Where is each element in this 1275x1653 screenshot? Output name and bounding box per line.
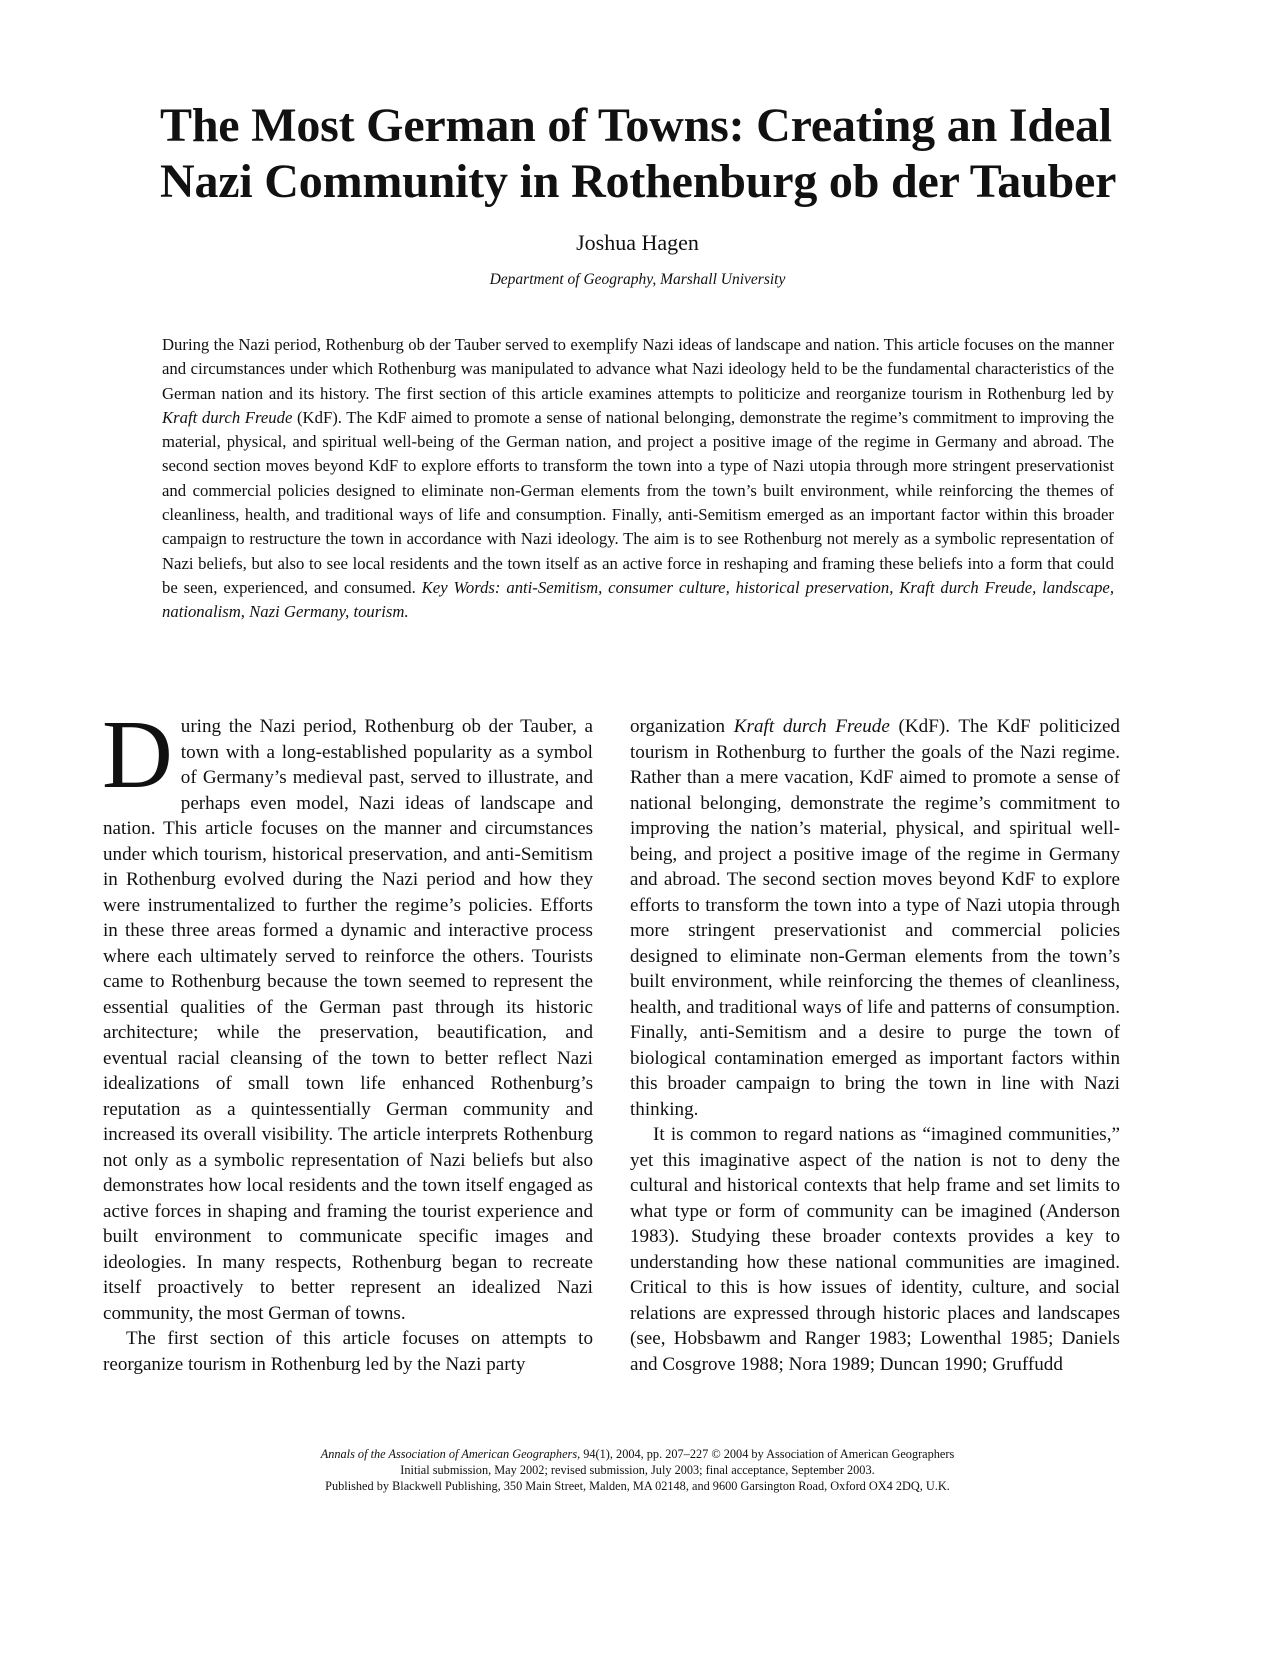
author-name: Joshua Hagen [576,230,699,255]
body-column-right [630,714,1120,1377]
body-paragraph-2-cont-2: (KdF). The KdF politicized tourism in Rothenburg to further the goals of the Nazi regime. Rather than a mere vacation, KdF aimed to promote a sense of national belonging, demonstrate the regime’s commitment to improving the nation’s material, physical, and spiritual well-being, and project a positive image of the regime in Germany and abroad. The second section moves beyond KdF to explore efforts to transform the town into a type of Nazi utopia through more stringent preservationist and commercial policies designed to eliminate non-German elements from the town’s built environment, while reinforcing the themes of cleanliness, health, and traditional ways of life and patterns of consumption. Finally, anti-Semitism and a desire to purge the town of biological contamination emerged as important factors within this broader campaign to bring the town in line with Nazi thinking. [630,716,1120,1120]
body-paragraph-2-cont-1: organization [630,716,734,737]
footer-submission: Initial submission, May 2002; revised submission, July 2003; final acceptance, September 2003. [400,1463,875,1477]
footer-citation: 94(1), 2004, pp. 207–227 © 2004 by Association of American Geographers [580,1447,955,1461]
author-affiliation: Department of Geography, Marshall University [489,271,786,288]
body-italic-kdf: Kraft durch Freude [733,716,890,737]
abstract-keywords: Key Words: anti-Semitism, consumer culture, historical preservation, Kraft durch Freude, landscape, nationalism, Nazi Germany, tourism. [162,577,1115,622]
body-paragraph-2-start: The first section of this article focuses on attempts to reorganize tourism in Rothenburg led by the Nazi party [103,1328,593,1375]
body-paragraph-1-text: uring the Nazi period, Rothenburg ob der Tauber, a town with a long-established popularity as a symbol of Germany’s medieval past, served to illustrate, and perhaps even model, Nazi ideas of landscape and nation. This article focuses on the manner and circumstances under which tourism, historical preservation, and anti-Semitism in Rothenburg evolved during the Nazi period and how they were instrumentalized to further the regime’s policies. Efforts in these three areas formed a dynamic and interactive process where each ultimately served to reinforce the others. Tourists came to Rothenburg because the town seemed to represent the essential qualities of the German past through its historic architecture; while the preservation, beautification, and eventual racial cleansing of the town to better reflect Nazi idealizations of small town life enhanced Rothenburg’s reputation as a quintessentially German community and increased its overall visibility. The article interprets Rothenburg not only as a symbolic representation of Nazi beliefs but also demonstrates how local residents and the town itself engaged as active forces in shaping and framing the tourist experience and built environment to communicate specific images and ideologies. In many respects, Rothenburg began to recreate itself proactively to better represent an idealized Nazi community, the most German of towns. [103,716,593,1324]
footer-publisher: Published by Blackwell Publishing, 350 Main Street, Malden, MA 02148, and 9600 Garsington Road, Oxford OX4 2DQ, U.K. [325,1479,950,1493]
footer-journal: Annals of the Association of American Geographers, [320,1447,581,1461]
body-paragraph-1 [102,701,593,1326]
footer-citation-line [0,1446,1275,1462]
body-paragraph-3: It is common to regard nations as “imagined communities,” yet this imaginative aspect of the nation is not to deny the cultural and historical contexts that help frame and set limits to what type or form of community can be imagined (Anderson 1983). Studying these broader contexts provides a key to understanding how these national communities are imagined. Critical to this is how issues of identity, culture, and social relations are expressed through historic places and landscapes (see, Hobsbawm and Ranger 1983; Lowenthal 1985; Daniels and Cosgrove 1988; Nora 1989; Duncan 1990; Gruffudd [630,1124,1120,1375]
page-footer [0,1446,1275,1494]
abstract-text-1: During the Nazi period, Rothenburg ob der Tauber served to exemplify Nazi ideas of landscape and nation. This article focuses on the manner and circumstances under which Rothenburg was manipulated to advance what Nazi ideology held to be the fundamental characteristics of the German nation and its history. The first section of this article examines attempts to politicize and reorganize tourism in Rothenburg led by [162,335,1114,403]
body-column-left [102,701,593,1377]
article-title: The Most German of Towns: Creating an Ideal Nazi Community in Rothenburg ob der Tauber [160,99,1117,208]
abstract-text-2: (KdF). The KdF aimed to promote a sense of national belonging, demonstrate the regime’s commitment to improving the material, physical, and spiritual well-being of the German nation, and project a positive image of the regime in Germany and abroad. The second section moves beyond KdF to explore efforts to transform the town into a type of Nazi utopia through more stringent preservationist and commercial policies designed to eliminate non-German elements from the town’s built environment, while reinforcing the themes of cleanliness, health, and traditional ways of life and consumption. Finally, anti-Semitism emerged as an important factor within this broader campaign to restructure the town in accordance with Nazi ideology. The aim is to see Rothenburg not merely as a symbolic representation of Nazi beliefs, but also to see local residents and the town itself as an active force in reshaping and framing these beliefs into a form that could be seen, experienced, and consumed. [162,407,1114,597]
abstract [162,333,1114,625]
body-paragraph-2-continued [630,714,1120,1122]
drop-cap: D [102,701,173,809]
abstract-italic-kdf: Kraft durch Freude [162,407,293,427]
